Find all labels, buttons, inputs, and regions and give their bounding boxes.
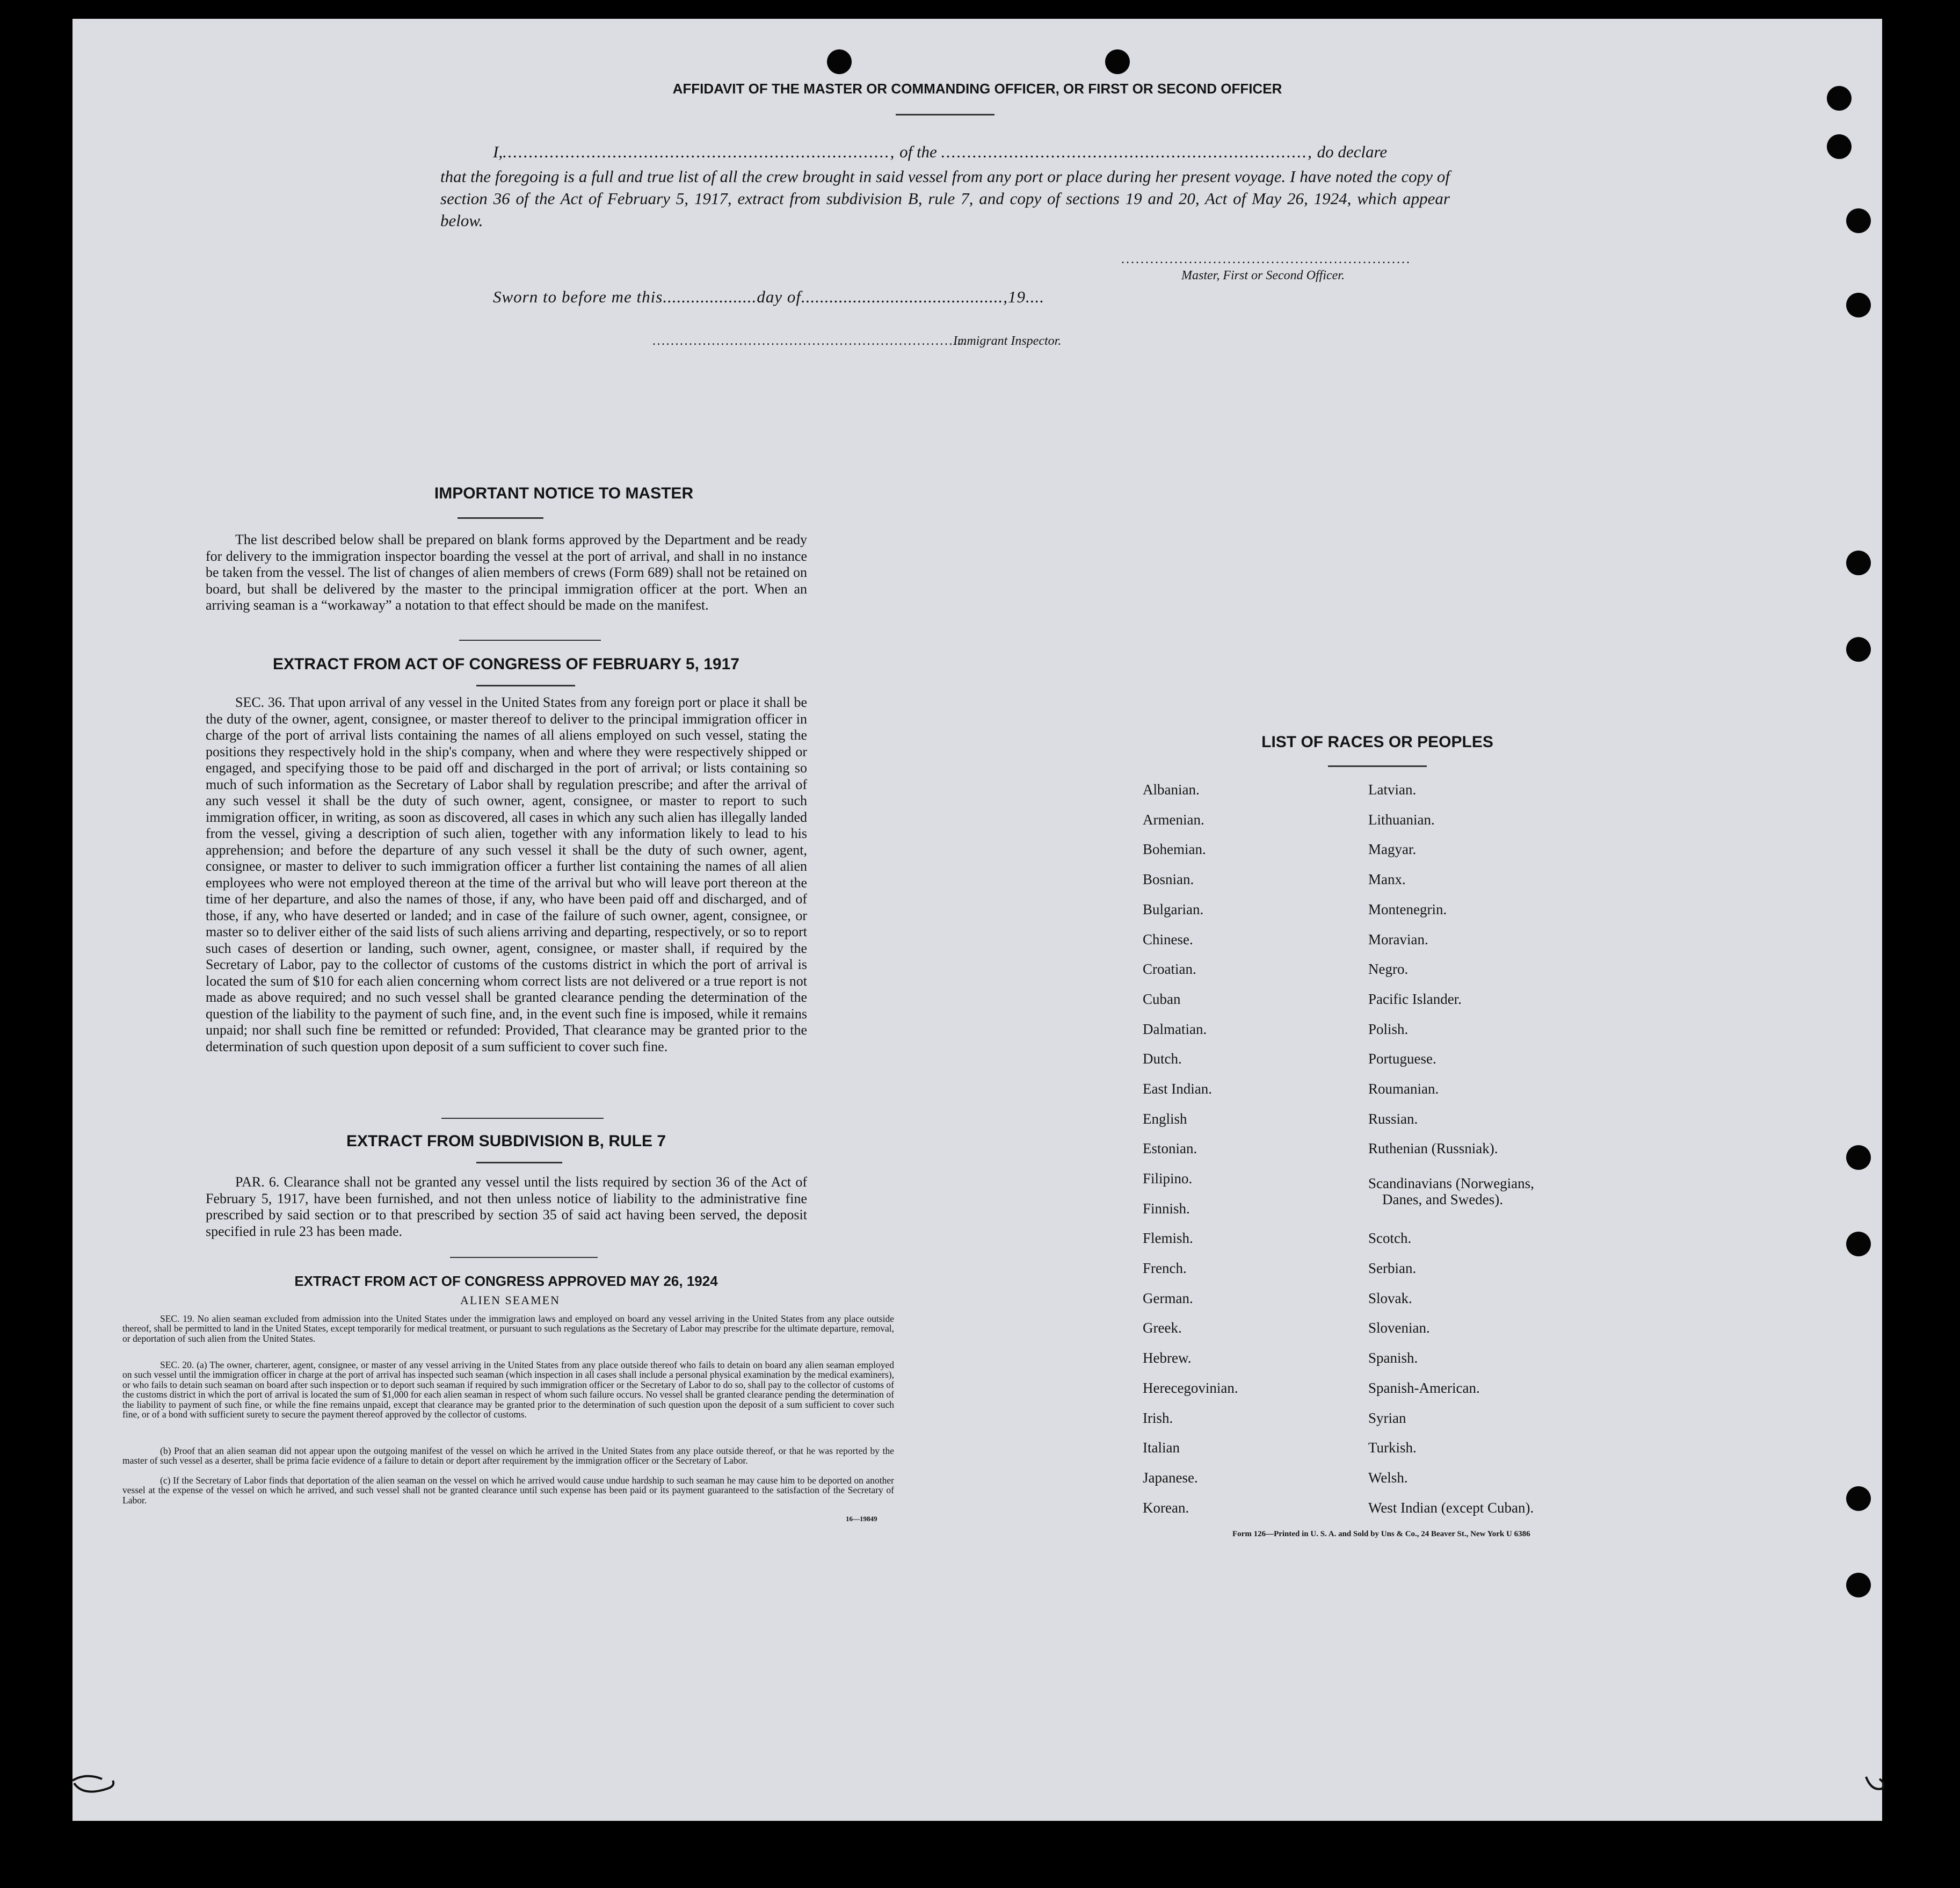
race-item: Herecegovinian.	[1143, 1380, 1238, 1396]
divider	[1328, 765, 1427, 767]
punch-hole	[827, 49, 852, 74]
section-19-text: SEC. 19. No alien seaman excluded from admission into the United States under the immigration laws and employed on board any vessel arriving in the United States from any place outside thereof, shall be permitted to land in the United States, except temporarily for medical treatment, or pursuant to such regulations as the Secretary of Labor may prescribe for the ultimate departure, removal, or deportation of such alien from the United States.	[122, 1313, 894, 1344]
race-item: Cuban	[1143, 991, 1181, 1007]
race-item: Negro.	[1368, 961, 1409, 977]
race-item: West Indian (except Cuban).	[1368, 1500, 1534, 1516]
punch-hole	[1846, 1145, 1871, 1170]
divider	[476, 1162, 562, 1163]
rule-7-text: PAR. 6. Clearance shall not be granted any vessel until the lists required by section 36 of the Act of February 5, 1917, have been furnished, and not then unless notice of liability to the administrative fine prescribed by said section or to that prescribed by section 35 of said act having been served, the deposit specified in rule 23 has been made.	[206, 1174, 807, 1239]
race-item: Chinese.	[1143, 931, 1193, 947]
affidavit-declare: do declare	[1317, 142, 1388, 161]
section-20a-text: SEC. 20. (a) The owner, charterer, agent, consignee, or master of any vessel arriving in the United States from any place outside thereof who fails to detain on board any alien seaman employed on such vessel until the immigration officer in charge at the port of arrival has inspected such seaman (which inspection in all cases shall include a personal physical examination by the medical examiners), or who fails to detain such seaman on board after such inspection or to deport such seaman if required by such immigration officer or the Secretary of Labor to do so, shall pay to the collector of customs of the customs district in which the port of arrival is located the sum of $1,000 for each alien seaman in respect of whom such failure occurs. No vessel shall be granted clearance pending the determination of the liability to payment of such fine, or while the fine remains unpaid, except that clearance may be granted prior to the determination of such question upon the deposit of a sum sufficient to cover such fine, or of a bond with sufficient surety to secure the payment thereof approved by the collector of customs.	[122, 1359, 894, 1420]
signature-line: ............................................................	[1121, 252, 1411, 266]
race-item: Armenian.	[1143, 812, 1204, 828]
race-item: Albanian.	[1143, 782, 1200, 798]
race-item: Filipino.	[1143, 1170, 1193, 1187]
affidavit-line-1	[493, 142, 1449, 162]
race-item: Portuguese.	[1368, 1051, 1436, 1067]
race-item: Welsh.	[1368, 1470, 1408, 1486]
rule-7-title: EXTRACT FROM SUBDIVISION B, RULE 7	[346, 1132, 666, 1150]
handwritten-mark	[64, 1767, 129, 1799]
race-item: French.	[1143, 1260, 1187, 1276]
punch-hole	[1827, 134, 1852, 159]
race-item: Lithuanian.	[1368, 812, 1435, 828]
race-item: Serbian.	[1368, 1260, 1417, 1276]
inspector-label: Immigrant Inspector.	[953, 334, 1062, 348]
notice-title: IMPORTANT NOTICE TO MASTER	[434, 484, 694, 502]
vessel-blank: ......................................................................,	[941, 142, 1313, 161]
punch-hole	[1846, 637, 1871, 662]
races-title: LIST OF RACES OR PEOPLES	[1261, 733, 1493, 751]
race-item: Moravian.	[1368, 931, 1428, 947]
race-item: Hebrew.	[1143, 1350, 1192, 1366]
race-item: Japanese.	[1143, 1470, 1198, 1486]
punch-hole	[1846, 293, 1871, 317]
divider	[441, 1118, 604, 1119]
extract-1917-text: SEC. 36. That upon arrival of any vessel in the United States from any foreign port or place it shall be the duty of the owner, agent, consignee, or master thereof to deliver to the principal immigration officer in charge of the port of arrival lists containing the names of all aliens employed on such vessel, stating the positions they respectively hold in the ship's company, when and where they were respectively shipped or engaged, and specifying those to be paid off and discharged in the port of arrival; or lists containing so much of such information as the Secretary of Labor shall by regulation prescribe; and after the arrival of any such vessel it shall be the duty of such owner, agent, consignee, or master to report to such immigration officer, in writing, as soon as discovered, all cases in which any such alien has illegally landed from the vessel, giving a description of such alien, together with any information likely to lead to his apprehension; and before the departure of any such vessel it shall be the duty of such owner, agent, consignee, or master to deliver to such immigration officer a further list containing the names of all alien employees who were not employed thereon at the time of the arrival but who will leave port thereon at the time of her departure, and also the names of those, if any, who have been paid off and discharged, and of those, if any, who have deserted or landed; and in case of the failure of such owner, agent, consignee, or master so to deliver either of the said lists of such aliens arriving and departing, respectively, or so to report such cases of desertion or landing, such owner, agent, consignee, or master shall, if required by the Secretary of Labor, pay to the collector of customs of the customs district in which the port of arrival is located the sum of $10 for each alien concerning whom correct lists are not delivered or a true report is not made as above required; and no such vessel shall be granted clearance pending the determination of the question of the liability to the payment of such fine, and, in the event such fine is imposed, while it remains unpaid; nor shall such fine be remitted or refunded: Provided, That clearance may be granted prior to the determination of such question upon deposit of a sum sufficient to cover such fine.	[206, 695, 807, 1054]
race-item: Greek.	[1143, 1320, 1182, 1336]
punch-hole	[1846, 208, 1871, 233]
race-item: Bulgarian.	[1143, 901, 1204, 917]
punch-hole	[1827, 86, 1852, 111]
race-item: Irish.	[1143, 1410, 1173, 1426]
race-item: Manx.	[1368, 871, 1406, 887]
divider	[458, 517, 543, 519]
notice-text: The list described below shall be prepared on blank forms approved by the Department and be ready for delivery to the immigration inspector boarding the vessel at the port of arrival, and shall in no instance be taken from the vessel. The list of changes of alien members of crews (Form 689) shall not be retained on board, but shall be delivered by the master to the principal immigration officer at the port. When an arriving seaman is a “workaway” a notation to that effect should be made on the manifest.	[206, 532, 807, 613]
divider	[896, 114, 994, 115]
race-item: Slovenian.	[1368, 1320, 1430, 1336]
punch-hole	[1846, 1486, 1871, 1511]
race-item: English	[1143, 1111, 1187, 1127]
section-20b-text: (b) Proof that an alien seaman did not appear upon the outgoing manifest of the vessel on which he arrived in the United States from any place outside thereof, or that he was reported by the master of such vessel as a deserter, shall be prima facie evidence of a failure to detain or deport after requirement by the immigration officer or the Secretary of Labor.	[122, 1445, 894, 1466]
race-item: Korean.	[1143, 1500, 1189, 1516]
race-item: East Indian.	[1143, 1081, 1212, 1097]
race-item: Scandinavians (Norwegians,	[1368, 1175, 1534, 1191]
race-item: Dutch.	[1143, 1051, 1182, 1067]
race-item: Spanish-American.	[1368, 1380, 1480, 1396]
race-item: Spanish.	[1368, 1350, 1418, 1366]
race-item: Croatian.	[1143, 961, 1196, 977]
affidavit-declaration: that the foregoing is a full and true list of all the crew brought in said vessel from any port or place during her present voyage. I have noted the copy of section 36 of the Act of February 5, 1917, extract from subdivision B, rule 7, and copy of sections 19 and 20, Act of May 26, 1924, which appear below.	[440, 167, 1450, 230]
race-item: Ruthenian (Russniak).	[1368, 1140, 1498, 1156]
divider	[476, 685, 575, 686]
alien-seamen-subtitle: ALIEN SEAMEN	[460, 1293, 560, 1307]
race-item: Slovak.	[1368, 1290, 1412, 1306]
extract-1917-title: EXTRACT FROM ACT OF CONGRESS OF FEBRUARY 5, 1917	[273, 655, 739, 673]
race-item: Bohemian.	[1143, 841, 1206, 857]
divider	[450, 1257, 598, 1258]
race-item: Estonian.	[1143, 1140, 1197, 1156]
race-item: Italian	[1143, 1439, 1180, 1456]
form-code: 16—19849	[846, 1515, 877, 1523]
race-item: Roumanian.	[1368, 1081, 1439, 1097]
race-item: Magyar.	[1368, 841, 1417, 857]
race-item: Latvian.	[1368, 782, 1417, 798]
inspector-line: .....................................................................	[652, 334, 968, 348]
race-item: Flemish.	[1143, 1230, 1193, 1246]
race-item: German.	[1143, 1290, 1193, 1306]
extract-1924-title: EXTRACT FROM ACT OF CONGRESS APPROVED MAY 26, 1924	[294, 1273, 718, 1289]
race-item: Dalmatian.	[1143, 1021, 1207, 1037]
race-item: Bosnian.	[1143, 871, 1194, 887]
section-20c-text: (c) If the Secretary of Labor finds that deportation of the alien seaman on the vessel on which he arrived would cause undue hardship to such seaman he may cause him to be deported on another vessel at the expense of the vessel on which he arrived, and such vessel shall not be granted clearance until such expense has been paid or its payment guaranteed to the satisfaction of the Secretary of Labor.	[122, 1475, 894, 1506]
divider	[459, 640, 601, 641]
printer-imprint: Form 126—Printed in U. S. A. and Sold by Uns & Co., 24 Beaver St., New York U 6386	[1232, 1530, 1530, 1538]
race-item: Finnish.	[1143, 1200, 1190, 1217]
race-item: Polish.	[1368, 1021, 1409, 1037]
race-item: Montenegrin.	[1368, 901, 1447, 917]
race-item: Turkish.	[1368, 1439, 1417, 1456]
punch-hole	[1846, 551, 1871, 575]
signature-label: Master, First or Second Officer.	[1181, 269, 1345, 283]
handwritten-mark	[1858, 1767, 1896, 1805]
punch-hole	[1105, 49, 1130, 74]
affidavit-title: AFFIDAVIT OF THE MASTER OR COMMANDING OFFICER, OR FIRST OR SECOND OFFICER	[672, 81, 1282, 97]
race-item: Pacific Islander.	[1368, 991, 1462, 1007]
name-blank: ..........................................................................,	[503, 142, 896, 161]
sworn-line: Sworn to before me this....................day of...........................................,19....	[493, 287, 1044, 306]
race-item: Scotch.	[1368, 1230, 1412, 1246]
punch-hole	[1846, 1573, 1871, 1597]
affidavit-of-the: of the	[899, 142, 937, 161]
punch-hole	[1846, 1232, 1871, 1256]
race-item: Danes, and Swedes).	[1382, 1191, 1503, 1207]
affidavit-i: I,	[493, 142, 503, 161]
race-item: Russian.	[1368, 1111, 1418, 1127]
race-item: Syrian	[1368, 1410, 1406, 1426]
